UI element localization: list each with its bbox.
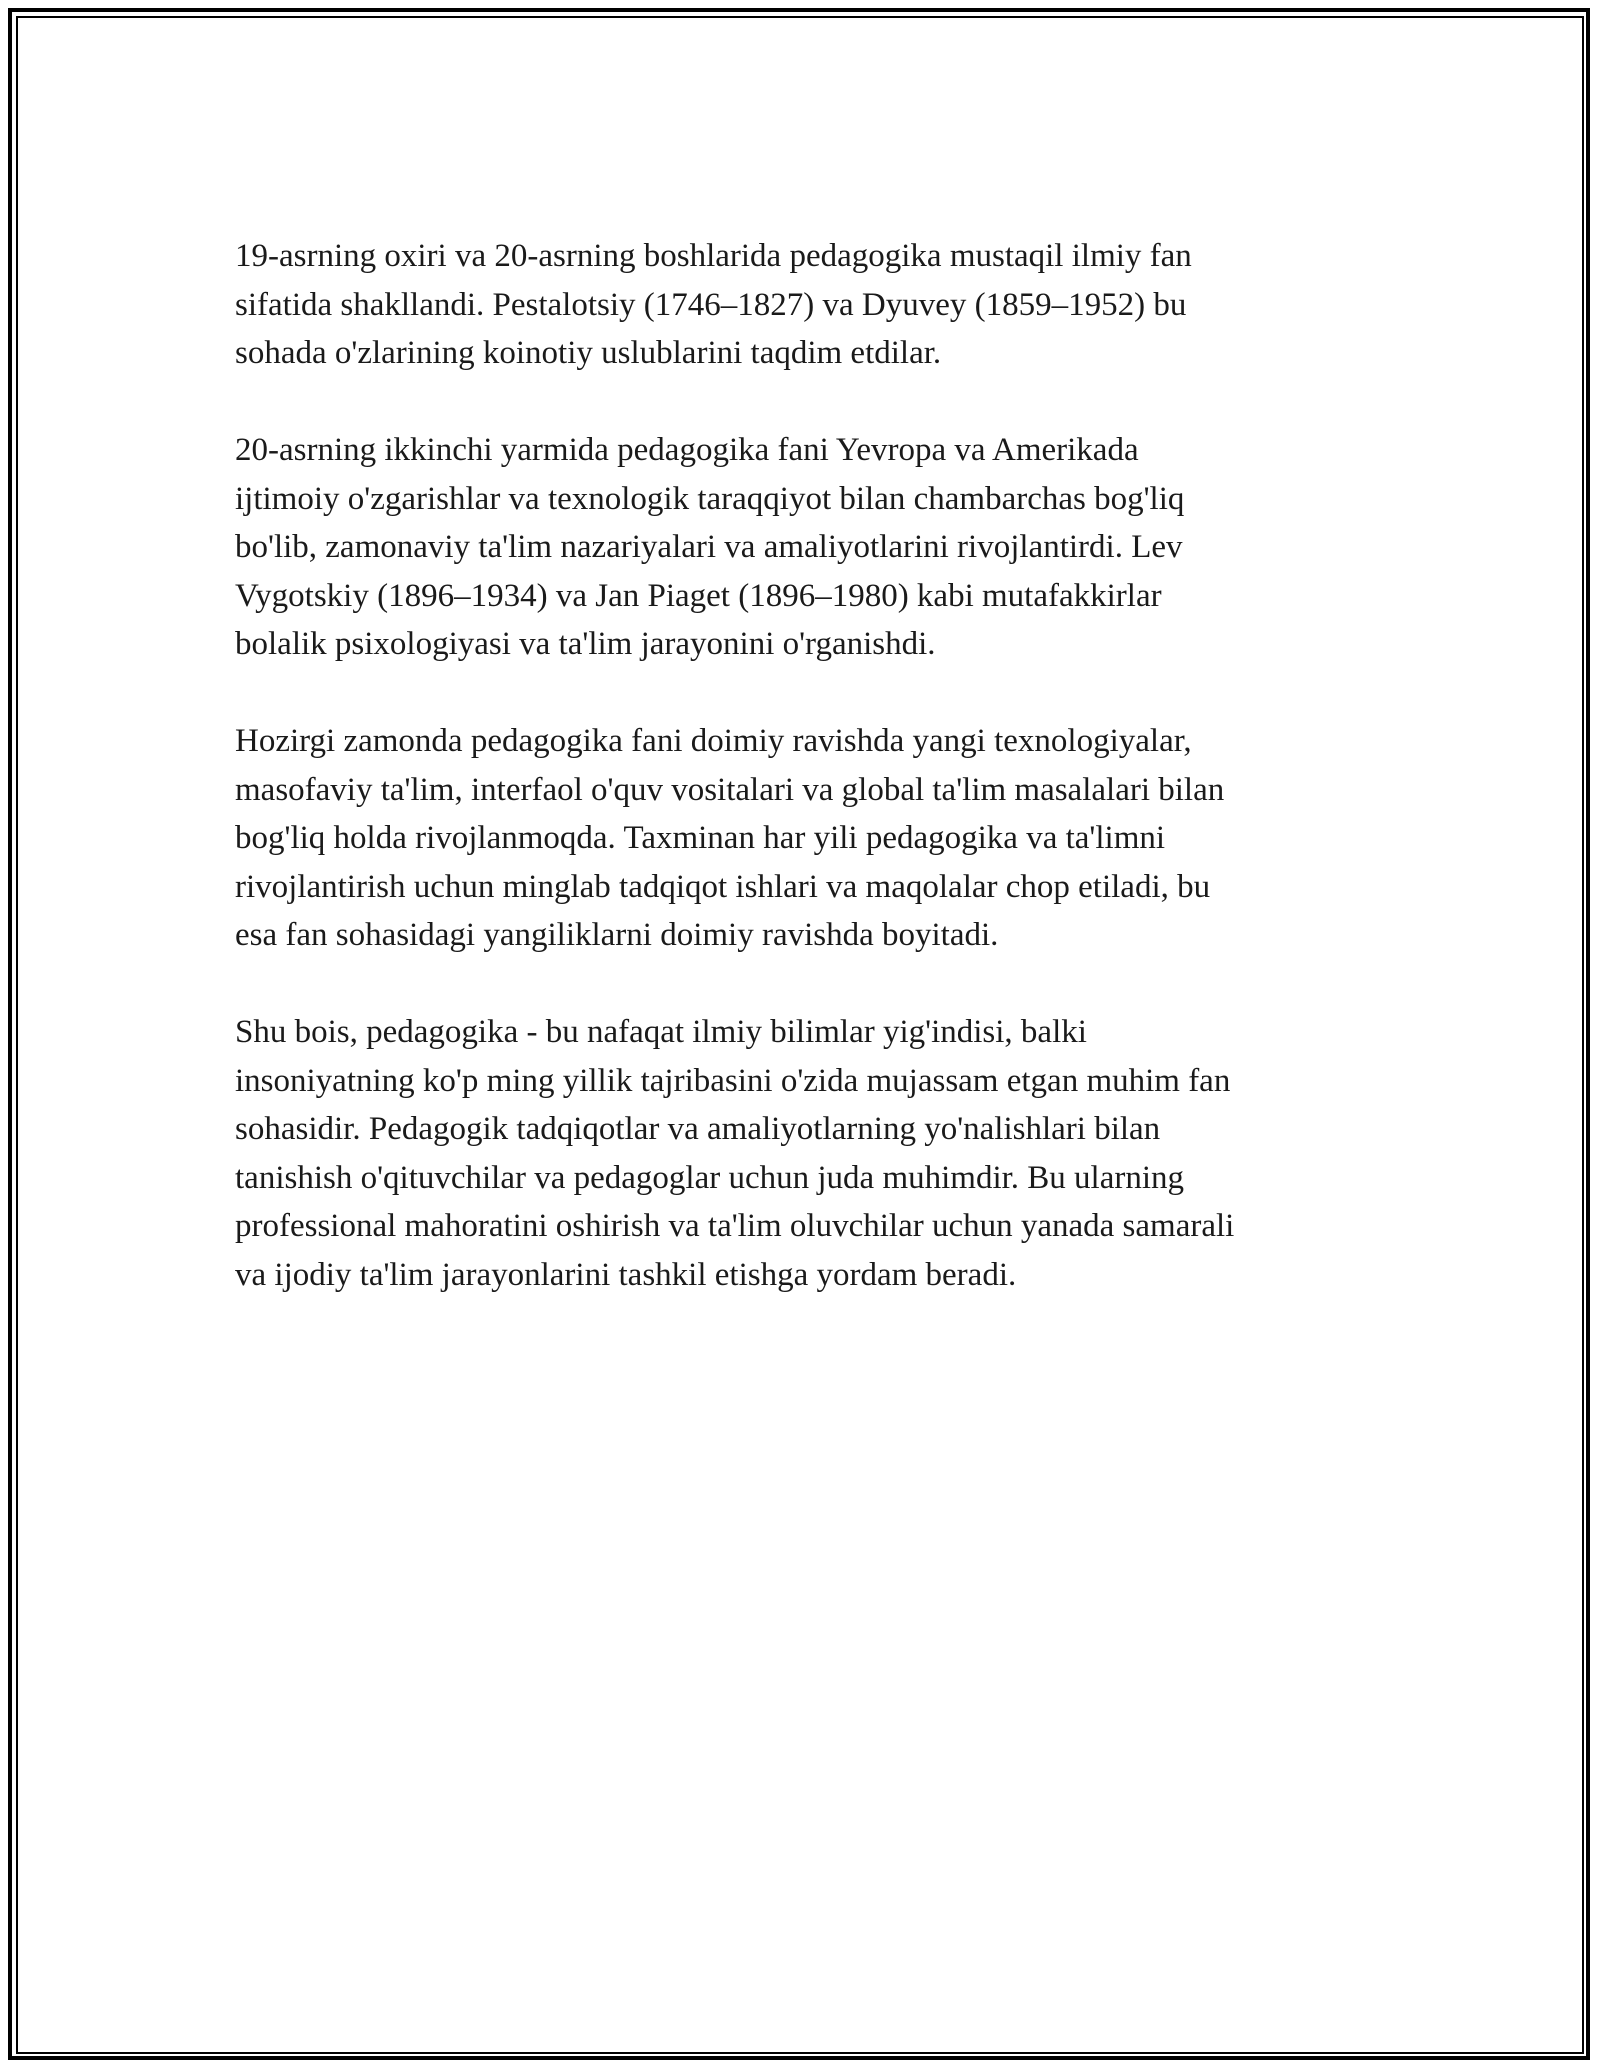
paragraph-2: 20-asrning ikkinchi yarmida pedagogika fani Yevropa va Amerikada ijtimoiy o'zgarishlar va texnologik taraqqiyot bilan chambarchas bog'liq bo'lib, zamonaviy ta'lim nazariyalari va amaliyotlarini rivojlantirdi. Lev Vygotskiy (1896–1934) va Jan Piaget (1896–1980) kabi mutafakkirlar bolalik psixologiyasi va ta'lim jarayonini o'rganishdi. xyxy=(235,432,1185,662)
paragraph-1: 19-asrning oxiri va 20-asrning boshlarida pedagogika mustaqil ilmiy fan sifatida shakllandi. Pestalotsiy (1746–1827) va Dyuvey (1859–1952) bu sohada o'zlarining koinotiy uslublarini taqdim etdilar. xyxy=(235,238,1192,371)
document-body xyxy=(235,232,1365,1348)
paragraph-3: Hozirgi zamonda pedagogika fani doimiy ravishda yangi texnologiyalar, masofaviy ta'lim, interfaol o'quv vositalari va global ta'lim masalalari bilan bog'liq holda rivojlanmoqda. Taxminan har yili pedagogika va ta'limni rivojlantirish uchun minglab tadqiqot ishlari va maqolalar chop etiladi, bu esa fan sohasidagi yangiliklarni doimiy ravishda boyitadi. xyxy=(235,723,1225,953)
paragraph-4: Shu bois, pedagogika - bu nafaqat ilmiy bilimlar yig'indisi, balki insoniyatning ko'p ming yillik tajribasini o'zida mujassam etgan muhim fan sohasidir. Pedagogik tadqiqotlar va amaliyotlarning yo'nalishlari bilan tanishish o'qituvchilar va pedagoglar uchun juda muhimdir. Bu ularning professional mahoratini oshirish va ta'lim oluvchilar uchun yanada samarali va ijodiy ta'lim jarayonlarini tashkil etishga yordam beradi. xyxy=(235,1014,1235,1293)
